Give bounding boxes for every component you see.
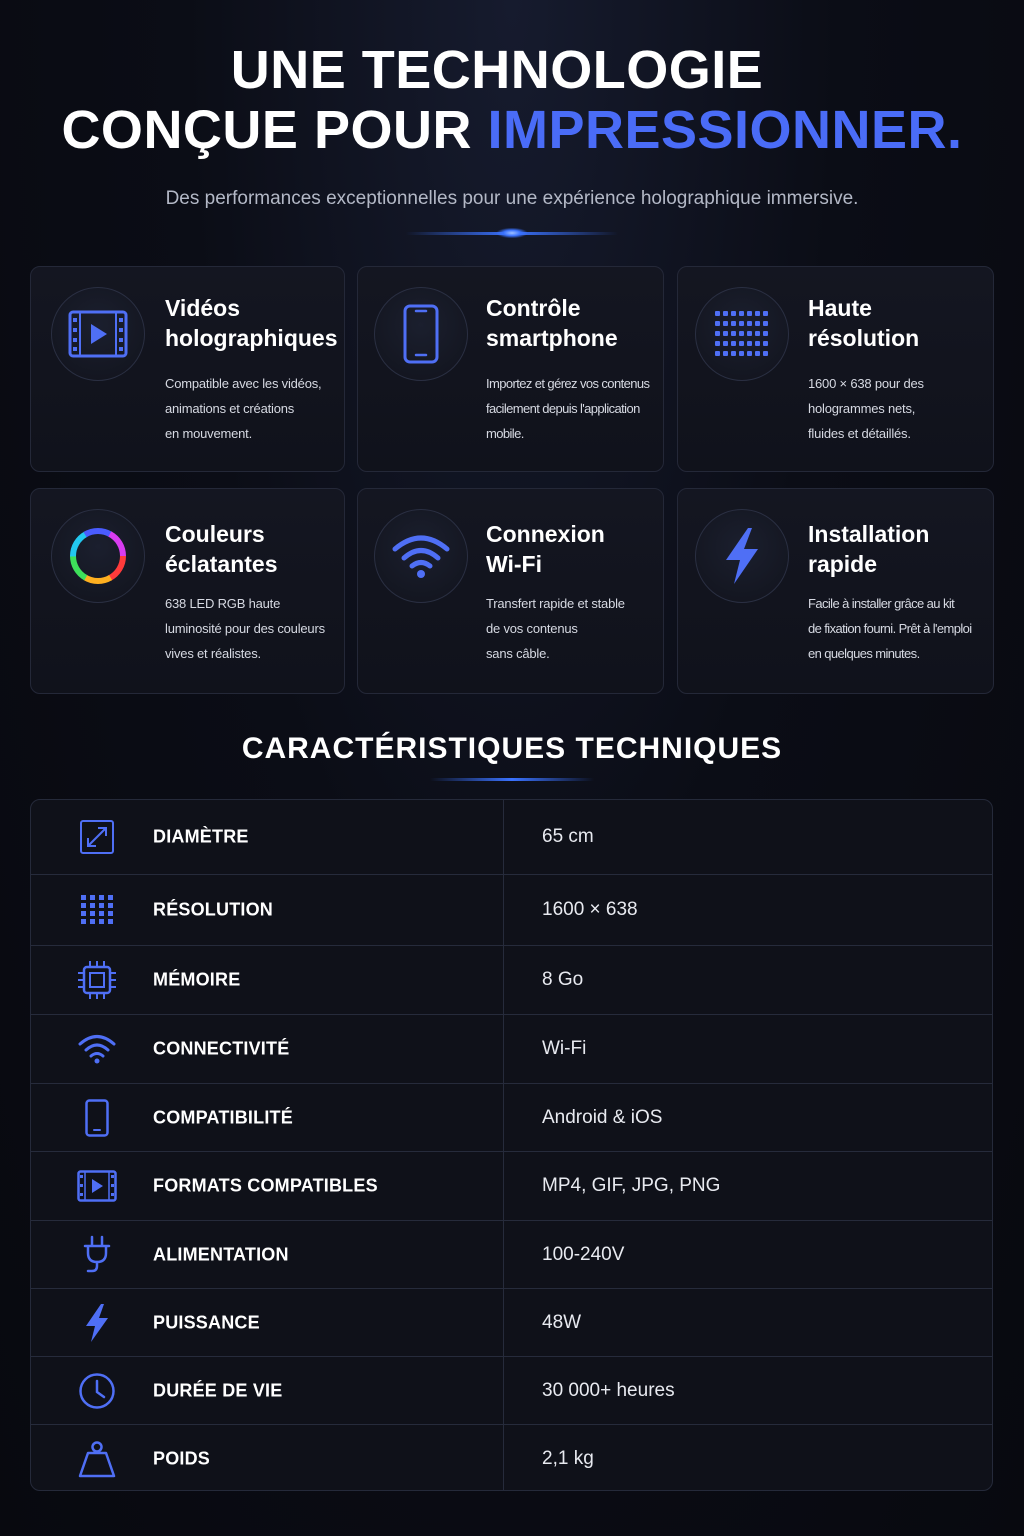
spec-value: 8 Go xyxy=(542,969,584,990)
rgb-ring-icon xyxy=(51,509,145,603)
feature-card-videos xyxy=(30,266,345,472)
spec-label: MÉMOIRE xyxy=(153,969,241,990)
feature-card-colors xyxy=(30,488,345,694)
lightning-icon xyxy=(75,1301,119,1345)
specs-title: CARACTÉRISTIQUES TECHNIQUES xyxy=(241,732,783,765)
title-line-1: UNE TECHNOLOGIE xyxy=(230,40,764,100)
video-icon xyxy=(51,287,145,381)
feature-description: Importez et gérez vos contenus facilement depuis l'application mobile. xyxy=(486,376,650,441)
spec-value: 65 cm xyxy=(542,826,594,847)
dot-grid-icon xyxy=(75,888,119,932)
wifi-icon xyxy=(75,1027,119,1071)
spec-label: DURÉE DE VIE xyxy=(153,1380,283,1400)
film-play-icon xyxy=(75,1164,119,1208)
chip-icon xyxy=(75,958,119,1002)
spec-label: RÉSOLUTION xyxy=(153,899,274,920)
smartphone-icon xyxy=(75,1096,119,1140)
feature-card-resolution xyxy=(677,266,994,472)
spec-row-lifespan xyxy=(31,1356,993,1424)
spec-row-resolution xyxy=(31,874,993,945)
expand-arrows-icon xyxy=(75,815,119,859)
spec-value: Wi-Fi xyxy=(542,1038,587,1059)
spec-row-diameter xyxy=(31,800,993,874)
spec-value: 2,1 kg xyxy=(542,1447,594,1469)
feature-title: Vidéos holographiques xyxy=(165,295,338,351)
feature-title: Couleurs éclatantes xyxy=(165,521,278,577)
smartphone-icon xyxy=(374,287,468,381)
spec-label: POIDS xyxy=(153,1448,211,1468)
spec-row-memory xyxy=(31,945,993,1014)
spec-value: 48W xyxy=(542,1311,582,1333)
specs-table xyxy=(30,799,993,1491)
feature-card-wifi xyxy=(357,488,664,694)
spec-label: FORMATS COMPATIBLES xyxy=(153,1175,378,1196)
hero-section xyxy=(0,40,1024,210)
spec-value: Android & iOS xyxy=(542,1106,663,1128)
spec-value: 30 000+ heures xyxy=(542,1379,675,1401)
feature-description: Facile à installer grâce au kit de fixation fourni. Prêt à l'emploi en quelques minutes. xyxy=(808,596,972,661)
divider-glow-center xyxy=(497,228,527,238)
feature-title: Contrôle smartphone xyxy=(486,295,618,351)
spec-value: 100-240V xyxy=(542,1243,625,1265)
spec-row-connectivity xyxy=(31,1014,993,1083)
weight-icon xyxy=(75,1437,119,1481)
feature-description: 638 LED RGB haute luminosité pour des couleurs vives et réalistes. xyxy=(165,596,325,661)
feature-description: Transfert rapide et stable de vos contenus sans câble. xyxy=(486,596,625,661)
spec-label: DIAMÈTRE xyxy=(153,826,249,847)
feature-title: Haute résolution xyxy=(808,295,920,351)
specs-divider-glow xyxy=(430,778,594,781)
feature-title: Connexion Wi-Fi xyxy=(486,521,605,577)
spec-label: ALIMENTATION xyxy=(153,1244,289,1264)
plug-icon xyxy=(75,1233,119,1277)
spec-label: CONNECTIVITÉ xyxy=(153,1038,290,1059)
spec-row-power-supply xyxy=(31,1220,993,1288)
page-title xyxy=(0,40,1024,160)
title-line-2 xyxy=(61,100,962,160)
feature-description: Compatible avec les vidéos, animations et créations en mouvement. xyxy=(165,376,322,441)
spec-value: 1600 × 638 xyxy=(542,899,638,920)
spec-value: MP4, GIF, JPG, PNG xyxy=(542,1175,721,1196)
clock-icon xyxy=(75,1369,119,1413)
page-subtitle: Des performances exceptionnelles pour une expérience holographique immersive. xyxy=(165,188,859,209)
feature-card-smartphone xyxy=(357,266,664,472)
spec-row-weight xyxy=(31,1424,993,1491)
spec-row-formats xyxy=(31,1151,993,1220)
spec-row-compatibility xyxy=(31,1083,993,1151)
title-accent: IMPRESSIONNER. xyxy=(487,100,963,160)
title-line-2-white: CONÇUE POUR xyxy=(61,100,488,160)
spec-row-wattage xyxy=(31,1288,993,1356)
led-grid-icon xyxy=(695,287,789,381)
feature-card-installation xyxy=(677,488,994,694)
lightning-icon xyxy=(695,509,789,603)
feature-description: 1600 × 638 pour des hologrammes nets, fluides et détaillés. xyxy=(808,376,924,441)
wifi-icon xyxy=(374,509,468,603)
spec-label: COMPATIBILITÉ xyxy=(153,1107,293,1127)
spec-label: PUISSANCE xyxy=(153,1312,260,1332)
feature-title: Installation rapide xyxy=(808,521,930,577)
